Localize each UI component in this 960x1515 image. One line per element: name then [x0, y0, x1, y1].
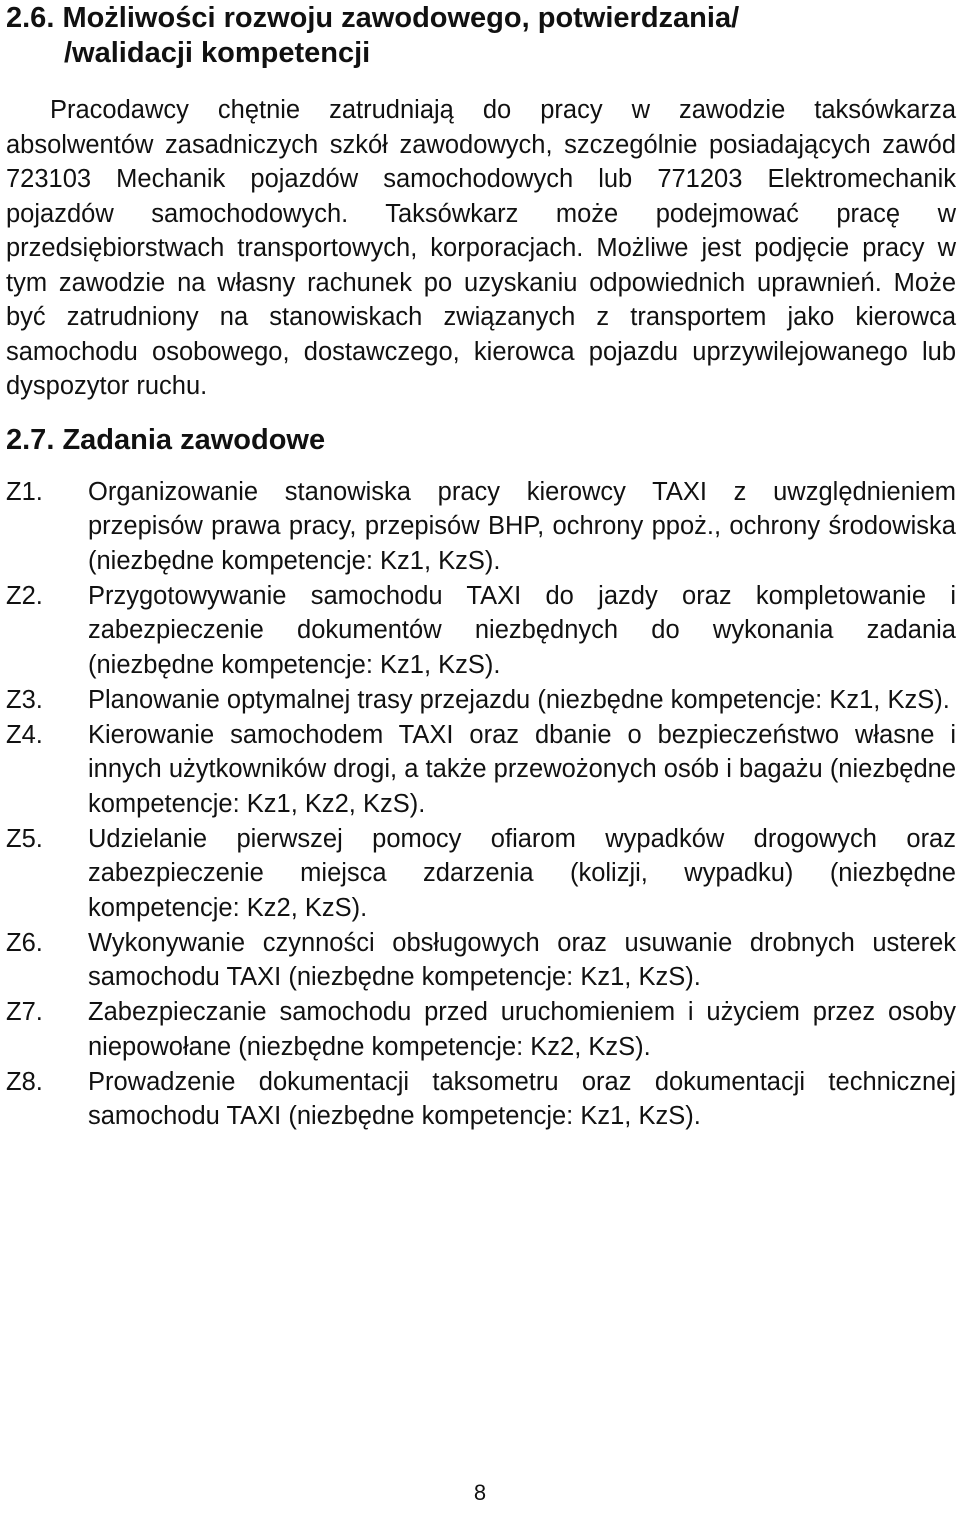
section-title-line-2: /walidacji kompetencji [64, 37, 371, 69]
list-item [6, 683, 956, 718]
task-code: Z8. [6, 1067, 43, 1096]
task-text: Planowanie optymalnej trasy przejazdu (niezbędne kompetencje: Kz1, KzS). [88, 685, 950, 714]
task-text: Udzielanie pierwszej pomocy ofiarom wypadków drogowych oraz zabezpieczenie miejsca zdarzenia (kolizji, wypadku) (niezbędne kompetencje: Kz2, KzS). [88, 824, 956, 922]
list-item [6, 475, 956, 579]
intro-paragraph: Pracodawcy chętnie zatrudniają do pracy w zawodzie taksówkarza absolwentów zasadniczych szkół zawodowych, szczególnie posiadających zawód 723103 Mechanik pojazdów samochodowych lub 771203 Elektromechanik pojazdów samochodowych. Taksówkarz może podejmować pracę w przedsiębiorstwach transportowych, korporacjach. Możliwe jest podjęcie pracy w tym zawodzie na własny rachunek po uzyskaniu odpowiednich uprawnień. Może być zatrudniony na stanowiskach związanych z transportem jako kierowca samochodu osobowego, dostawczego, kierowca pojazdu uprzywilejowanego lub dyspozytor ruchu. [6, 96, 956, 400]
task-text: Kierowanie samochodem TAXI oraz dbanie o bezpieczeństwo własne i innych użytkowników drogi, a także przewożonych osób i bagażu (niezbędne kompetencje: Kz1, Kz2, KzS). [88, 720, 956, 818]
section-number: 2.7. [6, 423, 55, 456]
list-item [6, 822, 956, 926]
task-code: Z6. [6, 928, 43, 957]
section-title: Zadania zawodowe [62, 423, 326, 456]
section-number: 2.6. [6, 2, 55, 34]
document-page [6, 0, 956, 1134]
task-text: Prowadzenie dokumentacji taksometru oraz dokumentacji technicznej samochodu TAXI (niezbędne kompetencje: Kz1, KzS). [88, 1067, 956, 1130]
section-heading-2-7 [6, 423, 956, 458]
task-code: Z2. [6, 581, 43, 610]
list-item [6, 926, 956, 995]
task-code: Z4. [6, 720, 43, 749]
section-heading-2-6 [6, 1, 956, 71]
task-code: Z7. [6, 998, 43, 1026]
list-item [6, 579, 956, 683]
page-number: 8 [473, 1480, 487, 1505]
task-text: Zabezpieczanie samochodu przed uruchomieniem i użyciem przez osoby niepowołane (niezbędne kompetencje: Kz2, KzS). [88, 998, 956, 1061]
section-title-line-1: Możliwości rozwoju zawodowego, potwierdzania/ [62, 2, 740, 34]
task-text: Przygotowywanie samochodu TAXI do jazdy oraz kompletowanie i zabezpieczenie dokumentów niezbędnych do wykonania zadania (niezbędne kompetencje: Kz1, KzS). [88, 581, 956, 679]
task-code: Z1. [6, 477, 43, 506]
task-text: Organizowanie stanowiska pracy kierowcy TAXI z uwzględnieniem przepisów prawa pracy, przepisów BHP, ochrony ppoż., ochrony środowiska (niezbędne kompetencje: Kz1, KzS). [88, 477, 956, 575]
list-item [6, 1065, 956, 1134]
task-code: Z3. [6, 685, 43, 714]
list-item [6, 995, 956, 1064]
list-item [6, 718, 956, 822]
task-list [6, 475, 956, 1134]
task-code: Z5. [6, 824, 43, 853]
task-text: Wykonywanie czynności obsługowych oraz usuwanie drobnych usterek samochodu TAXI (niezbędne kompetencje: Kz1, KzS). [88, 928, 956, 991]
